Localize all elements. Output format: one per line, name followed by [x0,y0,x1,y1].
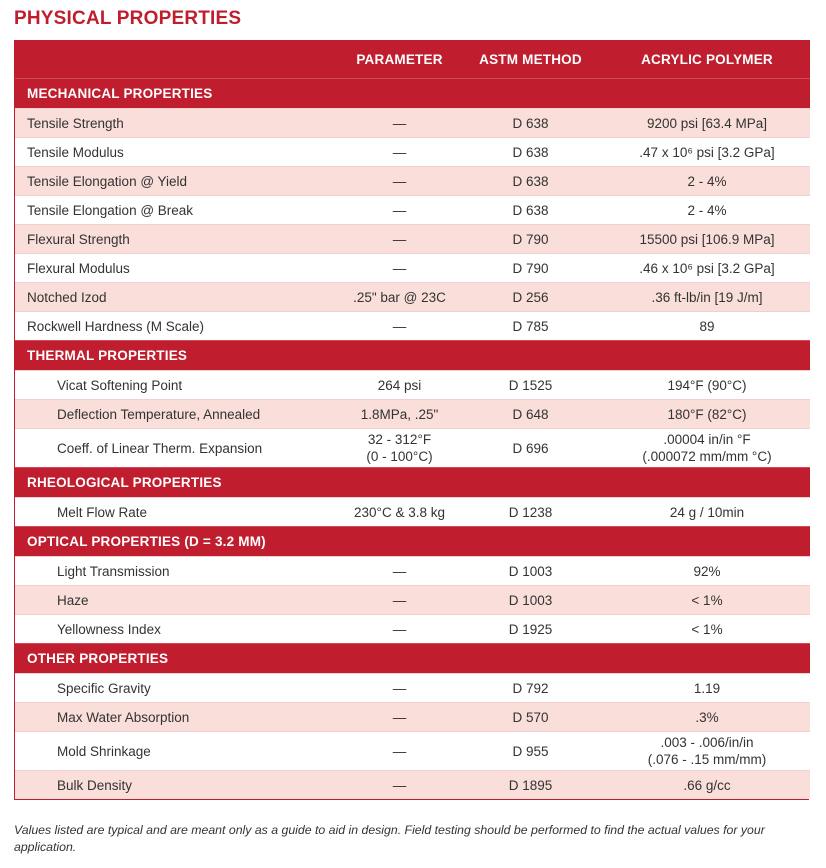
parameter-cell-text: — [392,743,407,759]
property-name-text: Flexural Modulus [27,260,130,276]
property-name [15,400,342,429]
parameter-cell [342,109,457,138]
astm-method-cell [457,771,604,800]
column-header-parameter: PARAMETER [342,40,457,79]
astm-method-cell [457,400,604,429]
table-row [15,167,810,196]
property-name-text: Melt Flow Rate [57,504,148,520]
value-cell-text: 2 - 4% [687,202,727,218]
table-row [15,254,810,283]
table-row [15,557,810,586]
property-name-text: Tensile Strength [27,115,124,131]
parameter-cell-text: — [392,173,407,189]
value-cell [604,557,810,586]
astm-method-cell-text: D 1003 [508,563,553,579]
parameter-cell [342,283,457,312]
value-cell-text: 89 [699,318,715,334]
astm-method-cell-text: D 1925 [508,621,553,637]
section-title: MECHANICAL PROPERTIES [15,79,810,109]
property-name-text: Bulk Density [57,777,133,793]
parameter-cell [342,312,457,341]
property-name-text: Rockwell Hardness (M Scale) [27,318,205,334]
property-name-text: Tensile Elongation @ Yield [27,173,188,189]
astm-method-cell-text: D 1238 [508,504,553,520]
value-cell-text: .66 g/cc [683,777,731,793]
table-row [15,498,810,527]
parameter-cell [342,429,457,468]
value-cell-text: 15500 psi [106.9 MPa] [639,231,775,247]
section-header-row [15,644,810,674]
value-cell-text: < 1% [691,592,723,608]
value-cell [604,312,810,341]
parameter-cell [342,732,457,771]
astm-method-cell-text: D 785 [512,318,549,334]
value-cell [604,498,810,527]
property-name-text: Haze [57,592,89,608]
parameter-cell [342,703,457,732]
parameter-cell [342,615,457,644]
table-row [15,400,810,429]
table-body [15,79,810,800]
property-name [15,703,342,732]
value-cell [604,586,810,615]
property-name [15,109,342,138]
value-cell [604,771,810,800]
parameter-cell [342,196,457,225]
section-header-row [15,341,810,371]
astm-method-cell-text: D 792 [512,680,549,696]
property-name [15,283,342,312]
astm-method-cell-text: D 256 [512,289,549,305]
astm-method-cell [457,225,604,254]
value-cell-text: .47 x 10⁶ psi [3.2 GPa] [639,144,775,160]
astm-method-cell [457,498,604,527]
value-cell [604,371,810,400]
parameter-cell [342,138,457,167]
astm-method-cell [457,703,604,732]
parameter-cell-text: — [392,202,407,218]
parameter-cell-text: 1.8MPa, .25" [360,406,439,422]
astm-method-cell [457,615,604,644]
value-cell [604,703,810,732]
property-name [15,225,342,254]
section-title: OTHER PROPERTIES [15,644,810,674]
astm-method-cell [457,674,604,703]
astm-method-cell-text: D 790 [512,260,549,276]
value-cell-text: 180°F (82°C) [667,406,747,422]
parameter-cell-text: — [392,144,407,160]
table-row [15,732,810,771]
property-name [15,557,342,586]
parameter-cell-text: — [392,318,407,334]
astm-method-cell [457,371,604,400]
value-cell-text: 24 g / 10min [669,504,745,520]
table-header-row [15,40,810,79]
table-row [15,312,810,341]
value-cell-text: 2 - 4% [687,173,727,189]
parameter-cell-text: — [392,231,407,247]
value-cell [604,615,810,644]
parameter-cell [342,400,457,429]
value-cell-text: 9200 psi [63.4 MPa] [646,115,768,131]
value-cell-text: .46 x 10⁶ psi [3.2 GPa] [639,260,775,276]
property-name-text: Flexural Strength [27,231,130,247]
astm-method-cell [457,167,604,196]
property-name-text: Light Transmission [57,563,170,579]
property-name [15,674,342,703]
astm-method-cell-text: D 955 [512,743,549,759]
value-cell [604,429,810,468]
column-header-acrylic-polymer: ACRYLIC POLYMER [604,40,810,79]
value-cell-text: 1.19 [693,680,721,696]
table-row [15,615,810,644]
value-cell [604,225,810,254]
property-name [15,254,342,283]
table-row [15,703,810,732]
section-header-row [15,79,810,109]
parameter-cell [342,498,457,527]
astm-method-cell [457,138,604,167]
page-title: PHYSICAL PROPERTIES [14,8,242,29]
parameter-cell-text: 264 psi [377,377,422,393]
property-name [15,312,342,341]
value-cell-text: 194°F (90°C) [667,377,747,393]
astm-method-cell [457,586,604,615]
astm-method-cell-text: D 1525 [508,377,553,393]
property-name-text: Deflection Temperature, Annealed [57,406,261,422]
property-name-text: Mold Shrinkage [57,743,151,759]
astm-method-cell-text: D 570 [512,709,549,725]
table-row [15,771,810,800]
value-cell [604,109,810,138]
value-cell [604,732,810,771]
value-cell-text: .003 - .006/in/in [660,735,754,750]
value-cell [604,674,810,703]
property-name-text: Specific Gravity [57,680,151,696]
section-title: THERMAL PROPERTIES [15,341,810,371]
property-name [15,167,342,196]
section-title: OPTICAL PROPERTIES (D = 3.2 MM) [15,527,810,557]
parameter-cell-text: — [392,260,407,276]
parameter-cell [342,674,457,703]
table-row [15,138,810,167]
property-name [15,429,342,468]
parameter-cell-text: — [392,115,407,131]
table-row [15,586,810,615]
value-cell-text-line2: (.000072 mm/mm °C) [642,449,772,464]
property-name-text: Tensile Modulus [27,144,124,160]
parameter-cell [342,771,457,800]
astm-method-cell [457,283,604,312]
property-name-text: Yellowness Index [57,621,161,637]
property-name [15,771,342,800]
parameter-cell-text: — [392,563,407,579]
table-row [15,674,810,703]
parameter-cell [342,371,457,400]
parameter-cell-text: — [392,592,407,608]
value-cell [604,254,810,283]
astm-method-cell [457,312,604,341]
table-row [15,225,810,254]
value-cell-text: .3% [695,709,719,725]
parameter-cell-text-line2: (0 - 100°C) [366,449,433,464]
value-cell-text: .00004 in/in °F [663,432,751,447]
table-row [15,371,810,400]
astm-method-cell [457,732,604,771]
section-title: RHEOLOGICAL PROPERTIES [15,468,810,498]
astm-method-cell [457,429,604,468]
astm-method-cell-text: D 648 [512,406,549,422]
parameter-cell [342,254,457,283]
property-name-text: Vicat Softening Point [57,377,183,393]
value-cell-text: < 1% [691,621,723,637]
table-row [15,283,810,312]
astm-method-cell-text: D 638 [512,202,549,218]
table-row [15,429,810,468]
value-cell [604,196,810,225]
astm-method-cell-text: D 1895 [508,777,553,793]
astm-method-cell [457,254,604,283]
property-name-text: Coeff. of Linear Therm. Expansion [57,440,263,456]
properties-table [15,40,810,799]
value-cell-text: 92% [693,563,721,579]
property-name [15,138,342,167]
section-header-row [15,527,810,557]
property-name [15,732,342,771]
value-cell [604,400,810,429]
property-name [15,615,342,644]
property-name [15,196,342,225]
parameter-cell-text: — [392,621,407,637]
column-header-astm-method: ASTM METHOD [457,40,604,79]
parameter-cell-text: .25" bar @ 23C [353,289,446,305]
footnote: Values listed are typical and are meant only as a guide to aid in design. Field testing should be performed to find the actual values for your application. [14,823,765,854]
parameter-cell [342,557,457,586]
parameter-cell-text: — [392,709,407,725]
parameter-cell [342,225,457,254]
astm-method-cell-text: D 638 [512,144,549,160]
astm-method-cell-text: D 790 [512,231,549,247]
astm-method-cell-text: D 638 [512,115,549,131]
value-cell-text: .36 ft-lb/in [19 J/m] [651,289,763,305]
parameter-cell-text: — [392,777,407,793]
column-header-property [15,40,342,79]
astm-method-cell [457,109,604,138]
parameter-cell [342,167,457,196]
value-cell-text-line2: (.076 - .15 mm/mm) [647,752,767,767]
value-cell [604,138,810,167]
property-name [15,371,342,400]
property-name-text: Max Water Absorption [57,709,190,725]
astm-method-cell-text: D 638 [512,173,549,189]
astm-method-cell-text: D 1003 [508,592,553,608]
property-name-text: Tensile Elongation @ Break [27,202,194,218]
parameter-cell-text: — [392,680,407,696]
section-header-row [15,468,810,498]
table-row [15,196,810,225]
property-name-text: Notched Izod [27,289,107,305]
parameter-cell-text: 32 - 312°F [367,432,432,447]
parameter-cell [342,586,457,615]
property-name [15,498,342,527]
properties-table-container [14,40,809,800]
parameter-cell-text: 230°C & 3.8 kg [354,504,445,520]
table-row [15,109,810,138]
astm-method-cell [457,196,604,225]
value-cell [604,283,810,312]
value-cell [604,167,810,196]
astm-method-cell [457,557,604,586]
astm-method-cell-text: D 696 [512,440,549,456]
property-name [15,586,342,615]
